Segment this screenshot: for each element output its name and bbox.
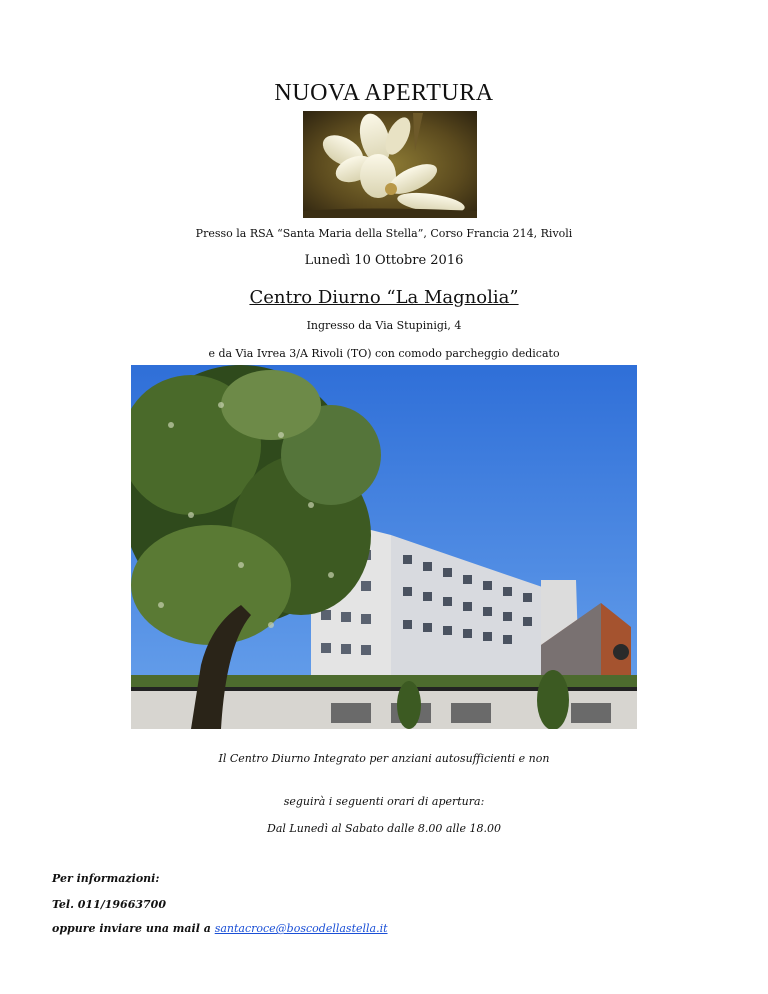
email-link[interactable]: santacroce@boscodellastella.it [214, 922, 388, 935]
entrance-text: Ingresso da Via Stupinigi, 4 [306, 319, 462, 332]
contact-phone: Tel. 011/19663700 [52, 898, 166, 911]
contact-mail-prefix: oppure inviare una mail a [52, 922, 215, 935]
opening-hours: Dal Lunedì al Sabato dalle 8.00 alle 18.00 [267, 822, 501, 835]
opening-date: Lunedì 10 Ottobre 2016 [304, 253, 464, 268]
building-photo [131, 365, 637, 729]
center-name-heading: Centro Diurno “La Magnolia” [249, 287, 519, 308]
description-line-2: seguirà i seguenti orari di apertura: [283, 795, 485, 808]
entrance-alt-text: e da Via Ivrea 3/A Rivoli (TO) con comodo parcheggio dedicato [208, 347, 560, 360]
contact-heading: Per informazioni: [52, 872, 160, 885]
description-line-1: Il Centro Diurno Integrato per anziani autosufficienti e non [218, 752, 550, 765]
magnolia-flower-image [303, 111, 477, 218]
page-title: NUOVA APERTURA [274, 80, 494, 106]
location-text: Presso la RSA “Santa Maria della Stella”, Corso Francia 214, Rivoli [195, 227, 573, 240]
contact-mail-line [52, 922, 388, 935]
